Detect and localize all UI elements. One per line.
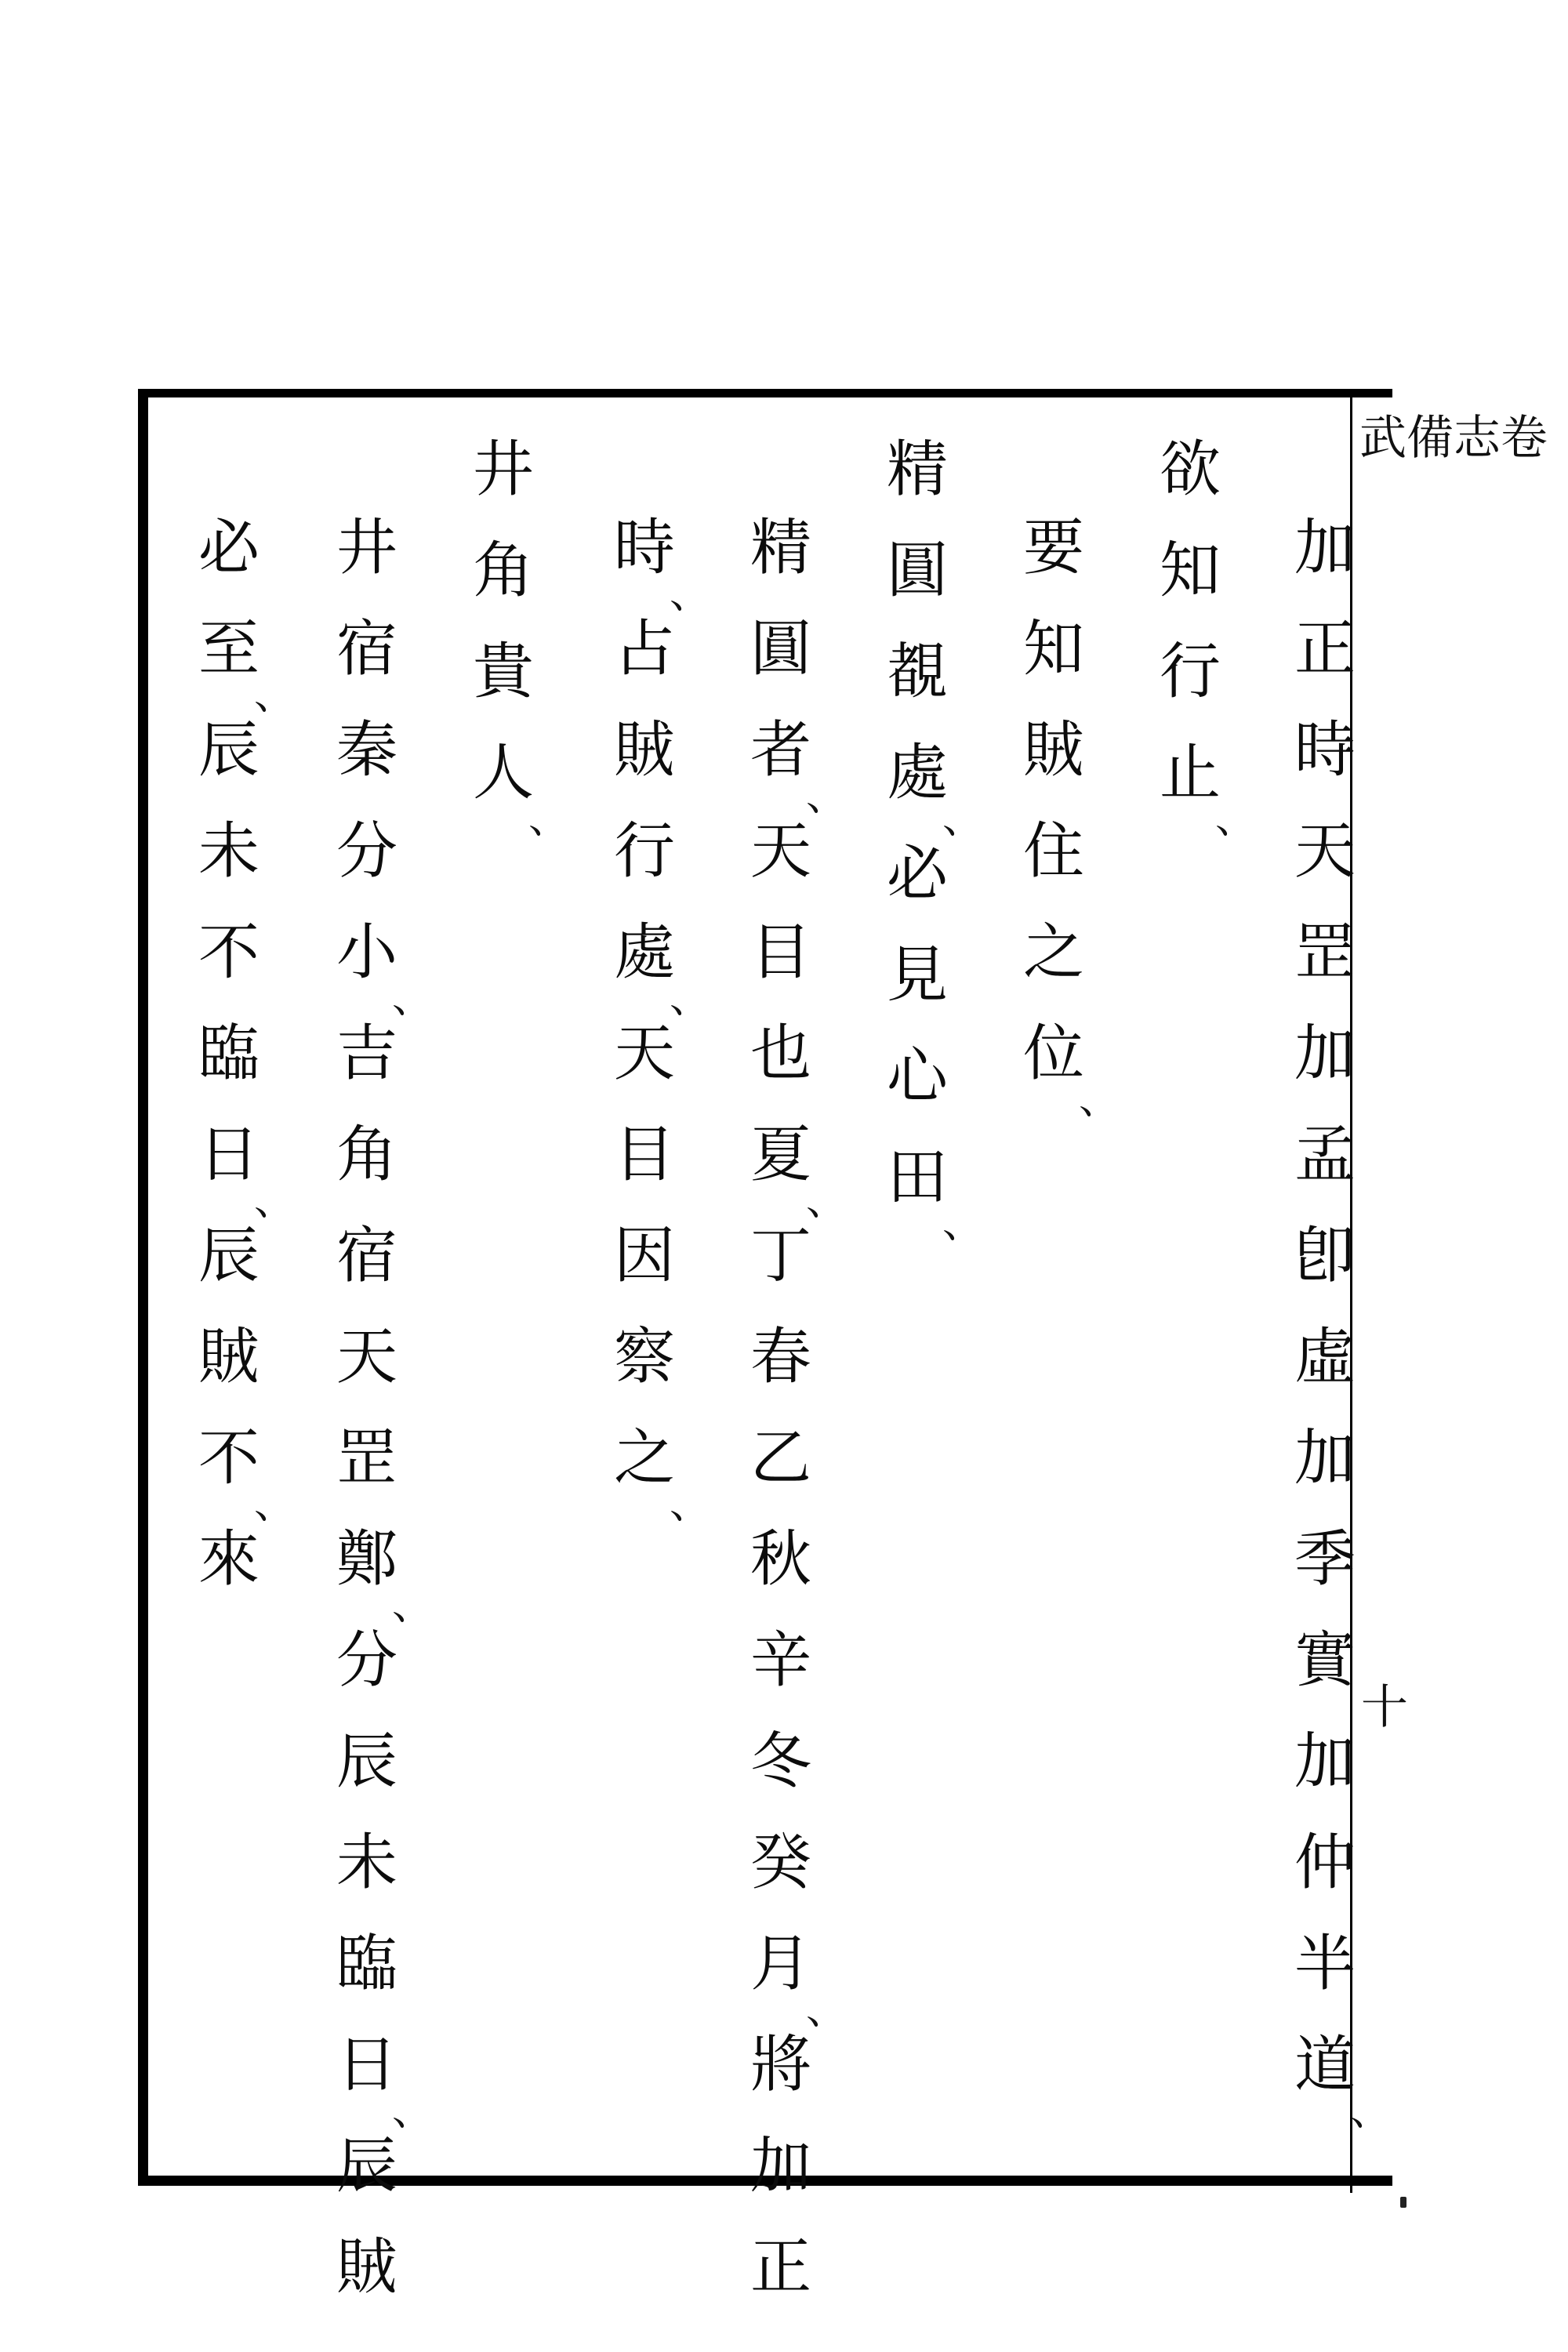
column-character: 乙 [750,1423,811,1494]
column-character: 吉 [336,1018,397,1089]
column-character: 宿 [336,1221,397,1291]
column-character: 月 、 [742,1933,820,1994]
column-character: 田 、 [878,1147,956,1208]
column-character: 加 [1294,1726,1356,1797]
column-character: 辰 [198,1221,260,1291]
column-character: 要 [1022,513,1084,583]
column-character: 天 [613,1018,675,1089]
column-character: 辛 [750,1625,811,1696]
column-character: 分 [336,816,397,887]
column-character: 井 [472,434,534,505]
column-character: 丁 [750,1221,811,1291]
column-character: 孟 [1294,1120,1356,1190]
text-column-5 [742,513,820,2338]
text-column-4 [878,434,956,1248]
column-character: 貴 [472,637,534,707]
column-character: 必 [886,839,948,909]
column-character: 分 [336,1625,397,1696]
column-character: 秋 [750,1524,811,1595]
text-column-2 [1151,434,1229,844]
column-character: 知 [1159,535,1221,606]
column-character: 見 [886,940,948,1011]
column-character: 至 、 [190,619,268,680]
column-character: 行 [613,816,675,887]
column-character: 來 [198,1524,260,1595]
column-character: 心 [886,1041,948,1112]
column-character: 日 、 [328,2034,406,2096]
column-character: 角 [336,1120,397,1190]
column-character: 天 [1294,816,1356,887]
text-column-7 [464,434,543,844]
column-character: 圓 [750,614,811,684]
column-character: 處 、 [605,922,684,983]
column-character: 秦 [336,715,397,786]
text-column-1 [1286,513,1364,2136]
text-column-9 [190,513,268,1630]
margin-title-text: 武備志卷 [1359,411,1548,466]
column-character: 止 、 [1151,742,1229,804]
column-character: 時 、 [605,517,684,579]
column-character: 精 [886,434,948,505]
column-character: 辰 [198,715,260,786]
column-character: 未 [336,1828,397,1898]
text-column-8 [328,513,406,2338]
column-character: 不 [198,917,260,988]
column-character: 賊 [198,1322,260,1392]
column-character: 半 [1294,1929,1356,1999]
text-column-3 [1014,513,1093,1124]
column-character: 因 [613,1221,675,1291]
column-character: 者 、 [742,720,820,781]
column-character: 之 、 [605,1428,684,1489]
column-character: 精 [750,513,811,583]
folio-number: 十 [1361,1680,1408,1735]
column-character: 井 [336,513,397,583]
column-character: 角 [472,535,534,606]
column-character: 占 [613,614,675,684]
column-character: 也 [750,1018,811,1089]
column-character: 臨 [198,1018,260,1089]
column-character: 欲 [1159,434,1221,505]
column-character: 知 [1022,614,1084,684]
column-character: 之 [1022,917,1084,988]
column-character: 辰 [336,2131,397,2201]
column-character: 仲 [1294,1828,1356,1898]
column-character: 賊 [336,2232,397,2303]
column-character: 實 [1294,1625,1356,1696]
column-character: 將 [750,2030,811,2100]
column-character: 季 [1294,1524,1356,1595]
column-character: 目 [613,1120,675,1190]
column-character: 必 [198,513,260,583]
margin-title [1359,408,1548,776]
column-character: 辰 [336,1726,397,1797]
column-character: 加 [1294,1018,1356,1089]
column-character: 察 [613,1322,675,1392]
column-character: 覩 [886,637,948,707]
column-character: 位 、 [1014,1023,1093,1084]
column-character: 道 、 [1286,2034,1364,2096]
column-character: 臨 [336,1929,397,1999]
column-character: 夏 、 [742,1124,820,1185]
column-character: 正 [1294,614,1356,684]
column-character: 冬 [750,1726,811,1797]
column-character: 鄭 、 [328,1529,406,1590]
column-character: 賊 [1022,715,1084,786]
column-character: 圓 [886,535,948,606]
column-character: 卽 [1294,1221,1356,1291]
column-character: 時 [1294,715,1356,786]
column-character: 未 [198,816,260,887]
text-column-6 [605,513,684,1529]
column-character: 虛 [1294,1322,1356,1392]
column-character: 賊 [613,715,675,786]
column-character: 不 、 [190,1428,268,1489]
column-character: 行 [1159,637,1221,707]
column-character: 處 、 [878,742,956,804]
column-character: 天 [750,816,811,887]
column-character: 住 [1022,816,1084,887]
column-character: 加 [1294,1423,1356,1494]
column-character: 正 [750,2232,811,2303]
column-character: 加 [750,2131,811,2201]
column-character: 罡 [1294,917,1356,988]
column-character: 罡 [336,1423,397,1494]
column-character: 春 [750,1322,811,1392]
column-character: 天 [336,1322,397,1392]
column-character: 癸 [750,1828,811,1898]
column-character: 日 、 [190,1124,268,1185]
column-character: 人 、 [464,742,543,804]
column-character: 加 [1294,513,1356,583]
column-character: 宿 [336,614,397,684]
ink-speck [1400,2197,1406,2208]
column-character: 目 [750,917,811,988]
column-character: 小 、 [328,922,406,983]
